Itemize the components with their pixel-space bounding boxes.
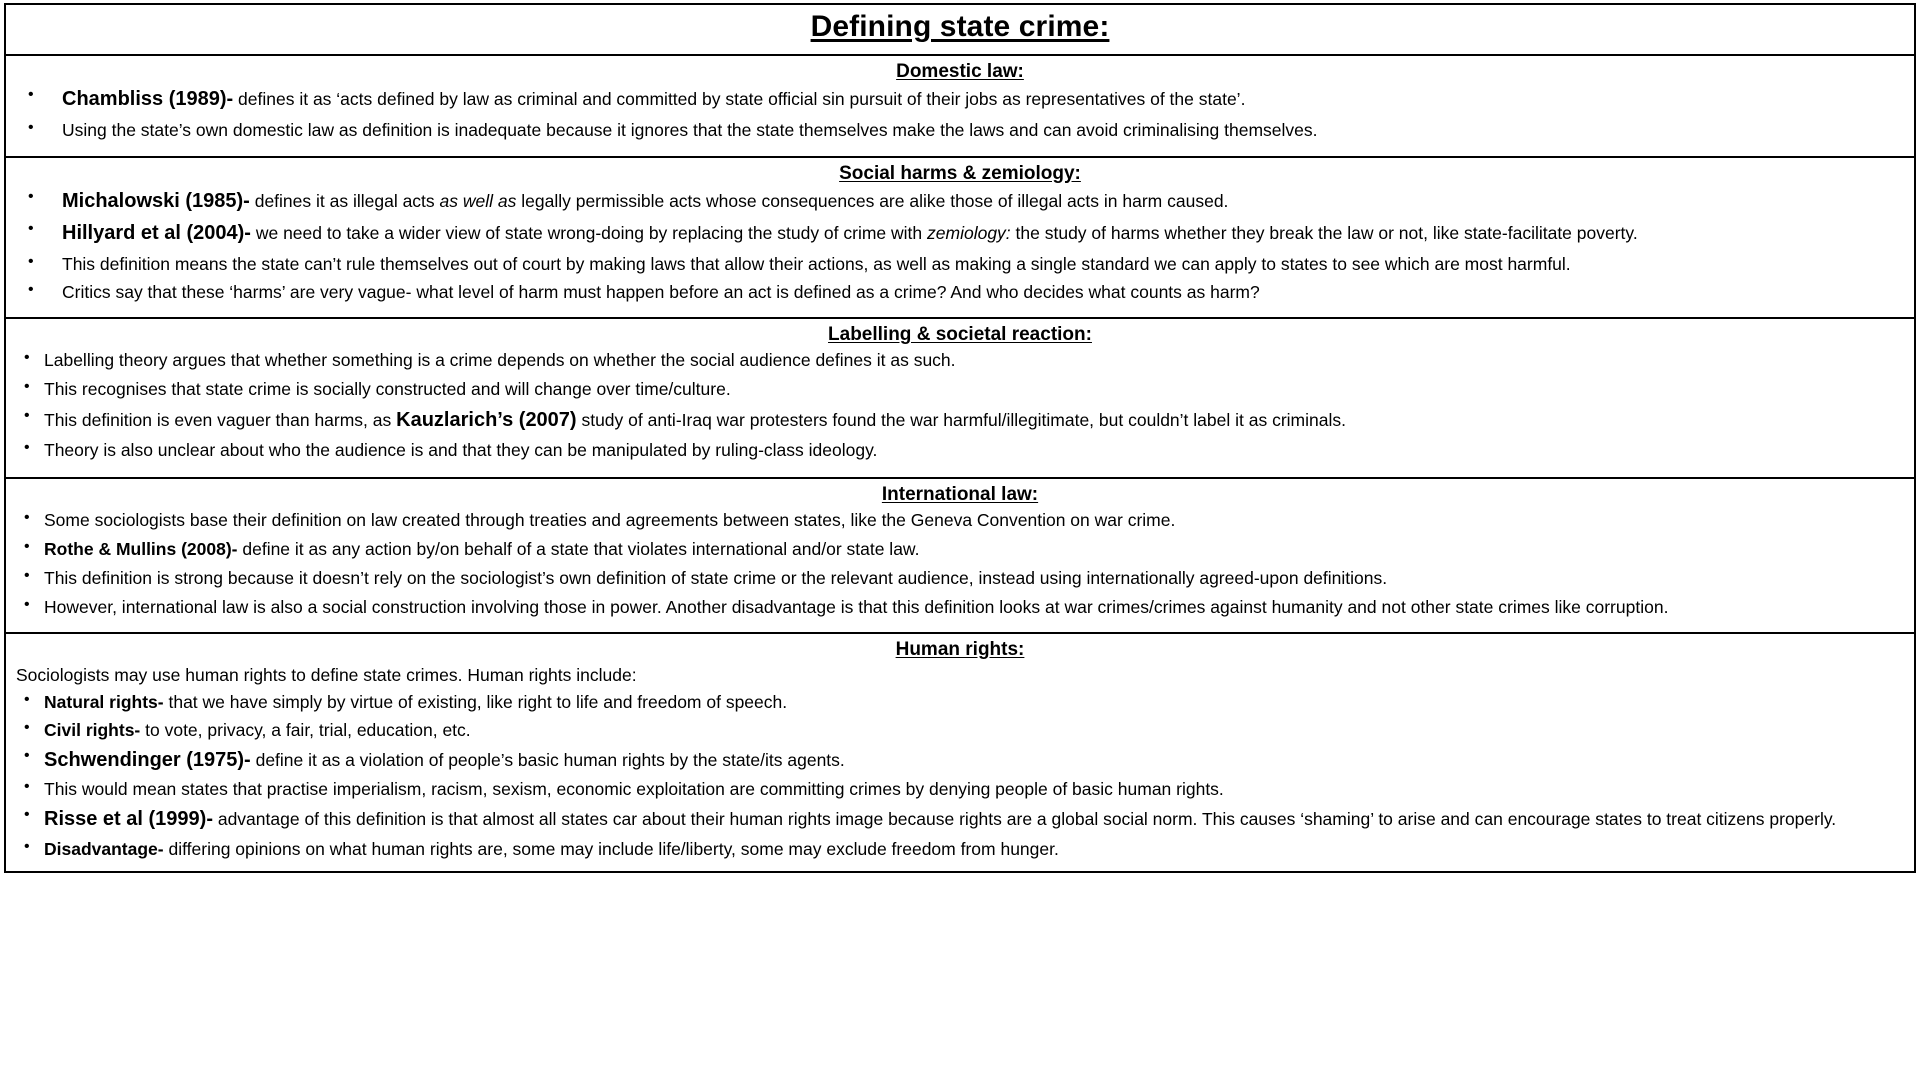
list-item: [14, 85, 1906, 113]
list-item: [14, 187, 1906, 215]
citation-label: Risse et al (1999)-: [44, 808, 213, 831]
list-item: [14, 777, 1906, 802]
state-crime-table: [4, 3, 1916, 873]
bullet-list-human-rights: [14, 690, 1906, 861]
text-run: However, international law is also a social construction involving those in power. Another disadvantage is that this definition looks at war crimes/crimes against humanity and not other state crimes like corruption.: [44, 596, 1669, 617]
citation-label: Disadvantage-: [44, 838, 164, 859]
list-item: [14, 280, 1906, 305]
text-run: define it as any action by/on behalf of a state that violates international and/or state law.: [237, 538, 920, 559]
bullet-list-social-harms-zemiology: [14, 187, 1906, 305]
list-item: [14, 252, 1906, 277]
list-item: [14, 746, 1906, 774]
list-item: [14, 348, 1906, 373]
list-item: [14, 438, 1906, 463]
list-item: [14, 837, 1906, 862]
document-title-row: [6, 5, 1914, 56]
citation-label: Rothe & Mullins (2008)-: [44, 538, 238, 559]
list-item: [14, 406, 1906, 434]
citation-label: Hillyard et al (2004)-: [62, 222, 251, 245]
text-run: defines it as illegal acts: [249, 190, 440, 211]
text-run: defines it as ‘acts defined by law as criminal and committed by state official sin pursuit of their jobs as representatives of the state’.: [233, 88, 1246, 109]
list-item: [14, 508, 1906, 533]
text-run: differing opinions on what human rights are, some may include life/liberty, some may exclude freedom from hunger.: [163, 838, 1059, 859]
section-human-rights: [6, 634, 1914, 871]
citation-label: Natural rights-: [44, 692, 164, 713]
citation-label: Schwendinger (1975)-: [44, 749, 251, 772]
section-heading-label: International law:: [881, 484, 1039, 506]
bullet-list-international-law: [14, 508, 1906, 619]
section-heading-label: Social harms & zemiology:: [839, 162, 1081, 184]
text-run: Some sociologists base their definition on law created through treaties and agreements between states, like the Geneva Convention on war crime.: [44, 510, 1176, 531]
section-heading-labelling-societal-reaction: [6, 319, 1914, 348]
text-run: Using the state’s own domestic law as definition is inadequate because it ignores that the state themselves make the laws and can avoid criminalising themselves.: [62, 119, 1318, 140]
text-run: This definition means the state can’t rule themselves out of court by making laws that allow their actions, as well as making a single standard we can apply to states to see which are most harmful.: [62, 253, 1571, 274]
text-run: advantage of this definition is that almost all states car about their human rights image because rights are a global social norm. This causes ‘shaming’ to arise and can encourage states to treat citizens properly.: [212, 809, 1837, 830]
list-item: [14, 595, 1906, 620]
section-labelling-societal-reaction: [6, 319, 1914, 479]
text-run: legally permissible acts whose consequences are alike those of illegal acts in harm caused.: [516, 190, 1229, 211]
section-body-human-rights: [6, 663, 1914, 871]
section-domestic-law: [6, 56, 1914, 158]
section-heading-social-harms-zemiology: [6, 158, 1914, 187]
section-heading-label: Human rights:: [895, 638, 1025, 660]
list-item: [14, 118, 1906, 143]
citation-label: Kauzlarich’s (2007): [396, 408, 577, 431]
list-item: [14, 690, 1906, 715]
section-heading-label: Domestic law:: [896, 60, 1024, 82]
bullet-list-domestic-law: [14, 85, 1906, 143]
section-body-domestic-law: [6, 85, 1914, 156]
text-run: as well as: [439, 190, 517, 211]
section-heading-human-rights: [6, 634, 1914, 663]
citation-label: Civil rights-: [44, 720, 141, 741]
text-run: define it as a violation of people’s basic human rights by the state/its agents.: [250, 750, 845, 771]
section-social-harms-zemiology: [6, 158, 1914, 319]
list-item: [14, 805, 1906, 833]
text-run: Critics say that these ‘harms’ are very vague- what level of harm must happen before an act is defined as a crime? And who decides what counts as harm?: [62, 282, 1260, 303]
list-item: [14, 377, 1906, 402]
text-run: This would mean states that practise imperialism, racism, sexism, economic exploitation are committing crimes by denying people of basic human rights.: [44, 779, 1224, 800]
text-run: This definition is even vaguer than harms, as: [44, 409, 397, 430]
section-heading-international-law: [6, 479, 1914, 508]
text-run: that we have simply by virtue of existing, like right to life and freedom of speech.: [163, 692, 788, 713]
list-item: [14, 219, 1906, 247]
section-heading-domestic-law: [6, 56, 1914, 85]
text-run: zemiology:: [927, 223, 1011, 244]
section-body-social-harms-zemiology: [6, 187, 1914, 317]
text-run: study of anti-Iraq war protesters found the war harmful/illegitimate, but couldn’t label it as criminals.: [576, 409, 1346, 430]
text-run: we need to take a wider view of state wrong-doing by replacing the study of crime with: [250, 223, 928, 244]
sections-container: [6, 56, 1914, 871]
list-item: [14, 566, 1906, 591]
citation-label: Michalowski (1985)-: [62, 189, 250, 212]
bullet-list-labelling-societal-reaction: [14, 348, 1906, 463]
list-item: [14, 718, 1906, 743]
text-run: This definition is strong because it doesn’t rely on the sociologist’s own definition of state crime or the relevant audience, instead using internationally agreed-upon definitions.: [44, 567, 1388, 588]
section-intro-paragraph: Sociologists may use human rights to define state crimes. Human rights include:: [16, 664, 637, 685]
section-body-labelling-societal-reaction: [6, 348, 1914, 477]
text-run: Theory is also unclear about who the audience is and that they can be manipulated by ruling-class ideology.: [44, 440, 878, 461]
text-run: This recognises that state crime is socially constructed and will change over time/culture.: [44, 379, 731, 400]
text-run: to vote, privacy, a fair, trial, education, etc.: [140, 720, 471, 741]
page-title: Defining state crime:: [810, 10, 1110, 43]
text-run: Labelling theory argues that whether something is a crime depends on whether the social audience defines it as such.: [44, 350, 956, 371]
section-body-international-law: [6, 508, 1914, 631]
text-run: the study of harms whether they break the law or not, like state-facilitate poverty.: [1010, 223, 1638, 244]
section-heading-label: Labelling & societal reaction:: [828, 324, 1092, 346]
section-international-law: [6, 479, 1914, 633]
list-item: [14, 537, 1906, 562]
citation-label: Chambliss (1989)-: [62, 87, 234, 110]
